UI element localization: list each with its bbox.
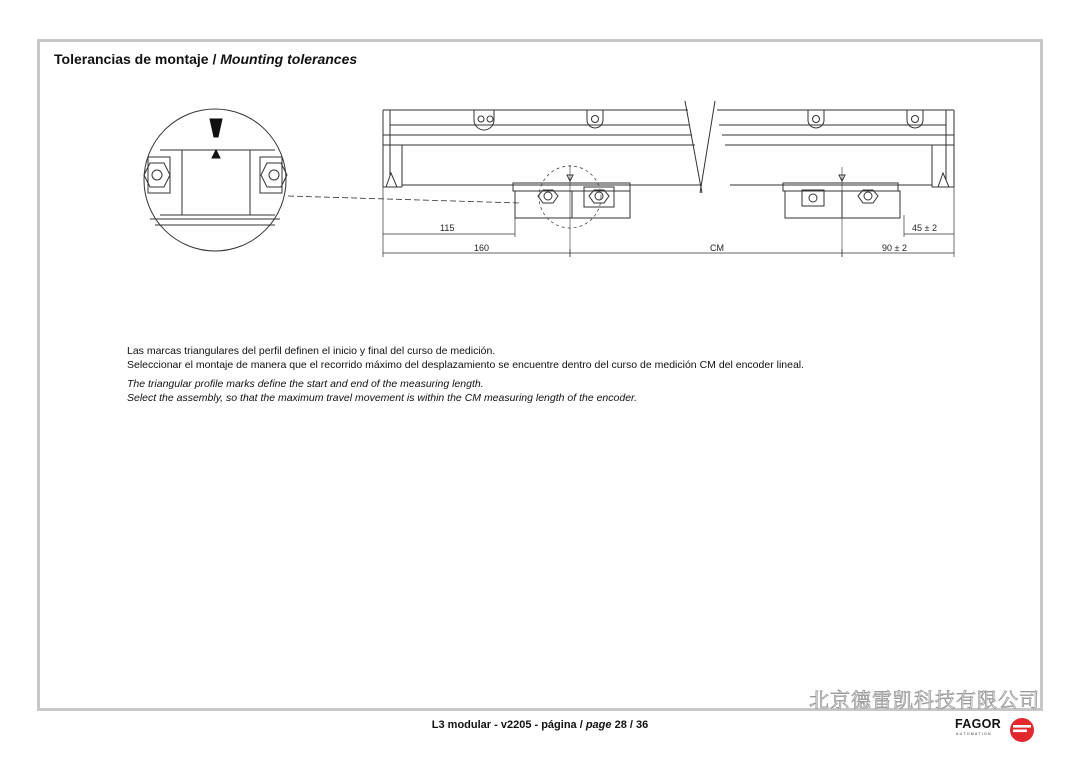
break-line-right <box>700 101 715 193</box>
fagor-logo-icon <box>1009 717 1035 743</box>
break-line-left <box>685 101 702 193</box>
dim-cm-label: CM <box>710 243 724 253</box>
title-en: Mounting tolerances <box>220 51 358 67</box>
dim-90-label: 90 ± 2 <box>882 243 907 253</box>
mounting-tolerance-drawing <box>140 95 970 265</box>
page-footer <box>0 719 1080 731</box>
dim-115-label: 115 <box>440 223 455 233</box>
description-en-line-2: Select the assembly, so that the maximum travel movement is within the CM measuring length of the encoder. <box>127 392 638 404</box>
description-es-line-2: Seleccionar el montaje de manera que el recorrido máximo del desplazamiento se encuentre dentro del curso de medición CM del encoder lineal. <box>127 359 805 371</box>
profile-screw-holes <box>474 110 923 130</box>
leader-line <box>288 196 520 203</box>
description-es <box>127 344 927 372</box>
logo-name: FAGOR <box>955 717 1001 731</box>
title-es: Tolerancias de montaje / <box>54 51 221 67</box>
description-en-line-1: The triangular profile marks define the start and end of the measuring length. <box>127 378 484 390</box>
fagor-logo <box>955 717 1037 743</box>
dim-45-label: 45 ± 2 <box>912 223 937 233</box>
logo-subtitle: AUTOMATION <box>956 732 992 736</box>
footer-page-number: 28 / 36 <box>611 719 649 731</box>
watermark: 北京德雷凯科技有限公司 <box>809 690 1040 712</box>
footer-page-word: page <box>585 719 612 731</box>
page-title <box>54 51 357 67</box>
reading-head-left <box>513 165 630 257</box>
dimension-lines <box>383 187 954 257</box>
dim-160-label: 160 <box>474 243 490 253</box>
footer-prefix: L3 modular - v2205 - página / <box>431 719 586 731</box>
encoder-profile <box>383 110 954 187</box>
description-en <box>127 377 927 405</box>
description-es-line-1: Las marcas triangulares del perfil definen el inicio y final del curso de medición. <box>127 345 496 357</box>
